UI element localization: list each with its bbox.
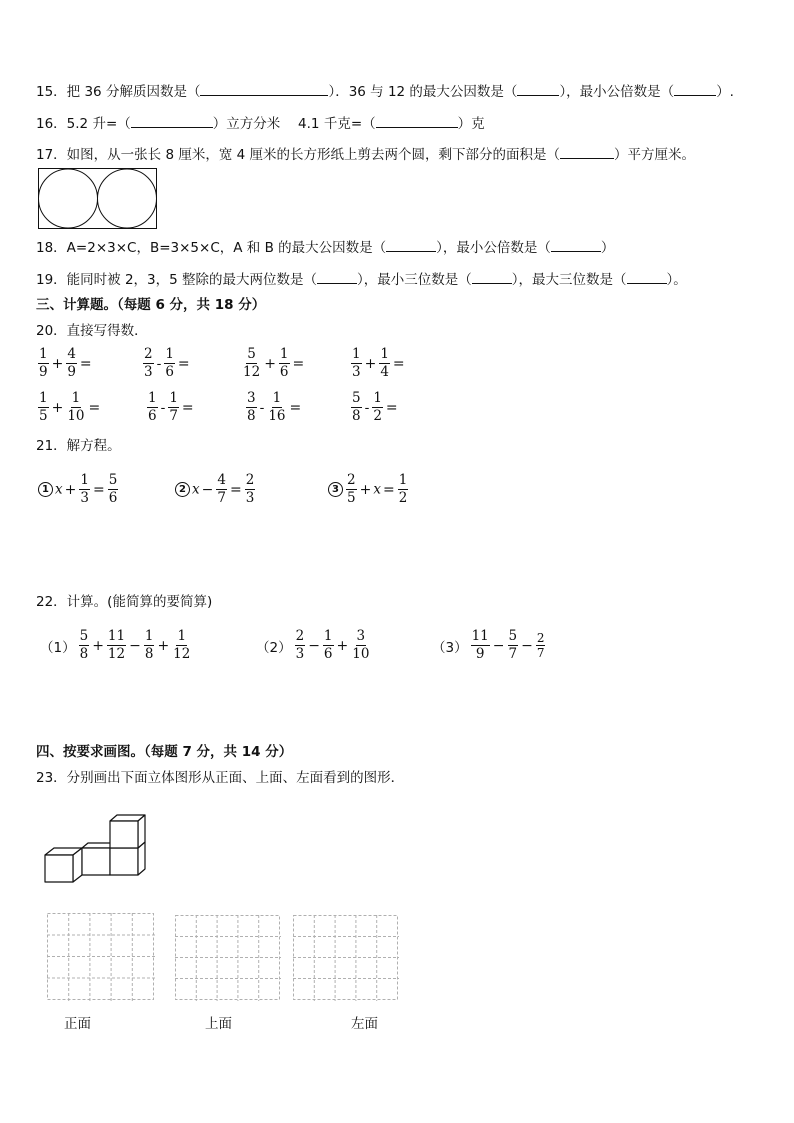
question-text: （1） xyxy=(40,639,76,656)
left-view-label: 左面 xyxy=(351,1016,378,1032)
section-3-heading: 三、计算题。（每题 6 分，共 18 分） xyxy=(36,297,266,313)
question-22-title: 22．计算。(能简算的要简算) xyxy=(36,594,213,610)
denominator: 3 xyxy=(144,364,153,380)
denominator: 10 xyxy=(352,646,370,662)
q20-expr-3 xyxy=(241,346,306,381)
fraction xyxy=(323,628,334,663)
fraction xyxy=(279,346,290,381)
variable-x: x xyxy=(55,481,63,498)
operator: + xyxy=(64,481,77,498)
denominator: 2 xyxy=(373,408,382,424)
fraction xyxy=(38,390,49,425)
numerator: 5 xyxy=(79,628,89,644)
numerator: 1 xyxy=(279,346,289,362)
operator: − xyxy=(492,637,505,654)
question-text: 19．能同时被 2，3，5 整除的最大两位数是（ xyxy=(36,272,318,288)
question-20-title: 20．直接写得数． xyxy=(36,323,148,339)
denominator: 9 xyxy=(475,646,485,662)
denominator: 6 xyxy=(323,646,333,662)
question-text: （2） xyxy=(256,639,292,656)
question-18 xyxy=(36,238,614,258)
fraction xyxy=(471,628,490,663)
denominator: 3 xyxy=(80,490,89,506)
question-text: ）. xyxy=(716,84,734,100)
denominator: 3 xyxy=(352,364,361,380)
q20-expr-7 xyxy=(245,390,303,425)
fraction xyxy=(508,628,519,663)
numerator: 1 xyxy=(352,346,361,362)
operator: + xyxy=(92,637,104,654)
answer-blank[interactable] xyxy=(551,239,601,252)
q20-expr-1 xyxy=(37,346,94,381)
denominator: 6 xyxy=(148,408,157,424)
operator: = xyxy=(392,355,405,372)
numerator: 3 xyxy=(356,628,366,644)
fraction xyxy=(246,390,257,425)
answer-blank[interactable] xyxy=(386,239,436,252)
operator: − xyxy=(308,637,320,654)
denominator: 10 xyxy=(67,408,85,424)
operator: + xyxy=(359,481,372,498)
answer-blank[interactable] xyxy=(674,83,716,96)
answer-blank[interactable] xyxy=(376,115,458,128)
cube-stack-figure xyxy=(40,805,152,887)
operator: - xyxy=(259,399,265,416)
numerator: 1 xyxy=(398,472,408,488)
answer-blank[interactable] xyxy=(517,83,559,96)
question-21-title: 21．解方程。 xyxy=(36,438,121,454)
denominator: 9 xyxy=(67,364,76,380)
question-text: ）平方厘米。 xyxy=(614,147,696,163)
numerator: 5 xyxy=(508,628,518,644)
fraction xyxy=(267,390,286,425)
question-text: 17．如图，从一张长 8 厘米，宽 4 厘米的长方形纸上剪去两个圆，剩下部分的面积是（ xyxy=(36,147,561,163)
numerator: 1 xyxy=(323,628,333,644)
operator: = xyxy=(92,481,105,498)
fraction xyxy=(79,628,90,663)
question-text: ）。 xyxy=(666,272,687,288)
fraction xyxy=(66,390,85,425)
numerator: 11 xyxy=(107,628,126,644)
denominator: 12 xyxy=(173,646,191,662)
question-17 xyxy=(36,145,695,165)
numerator: 1 xyxy=(39,390,48,406)
q22-part-3 xyxy=(432,628,546,663)
fraction xyxy=(242,346,261,381)
fraction xyxy=(79,472,90,507)
operator: − xyxy=(201,481,214,498)
operator: = xyxy=(382,481,395,498)
numerator: 1 xyxy=(71,390,81,406)
answer-blank[interactable] xyxy=(131,115,213,128)
fraction xyxy=(536,631,546,660)
denominator: 5 xyxy=(39,408,48,424)
front-view-grid[interactable] xyxy=(47,913,155,1001)
answer-blank[interactable] xyxy=(627,271,667,284)
q20-expr-2 xyxy=(142,346,192,381)
denominator: 4 xyxy=(380,364,389,380)
front-view-label: 正面 xyxy=(64,1016,91,1032)
operator: + xyxy=(51,399,64,416)
denominator: 7 xyxy=(169,408,178,424)
q22-part-1 xyxy=(40,628,192,663)
denominator: 16 xyxy=(268,408,286,424)
fraction xyxy=(147,390,158,425)
operator: = xyxy=(79,355,92,372)
denominator: 12 xyxy=(243,364,261,380)
numerator: 5 xyxy=(247,346,256,362)
numerator: 11 xyxy=(471,628,489,644)
numerator: 1 xyxy=(39,346,48,362)
numerator: 2 xyxy=(245,472,255,488)
top-view-grid[interactable] xyxy=(175,915,281,1001)
denominator: 9 xyxy=(39,364,48,380)
denominator: 3 xyxy=(245,490,255,506)
question-text: ），最小公倍数是（ xyxy=(559,84,675,100)
denominator: 7 xyxy=(536,646,545,660)
fraction xyxy=(379,346,390,381)
operator: - xyxy=(156,355,162,372)
denominator: 12 xyxy=(107,646,126,662)
numerator: 4 xyxy=(67,346,76,362)
q21-equation-3 xyxy=(328,472,409,507)
numerator: 1 xyxy=(80,472,89,488)
fraction xyxy=(295,628,306,663)
q20-expr-4 xyxy=(350,346,407,381)
q21-equation-2 xyxy=(175,472,256,507)
denominator: 6 xyxy=(279,364,289,380)
numerator: 1 xyxy=(177,628,187,644)
question-text: ）立方分米 4.1 千克=（ xyxy=(212,116,376,132)
numerator: 1 xyxy=(373,390,382,406)
q20-expr-6 xyxy=(146,390,196,425)
fraction xyxy=(164,346,175,381)
section-4-heading: 四、按要求画图。（每题 7 分，共 14 分） xyxy=(36,744,293,760)
variable-x: x xyxy=(192,481,200,498)
top-view-label: 上面 xyxy=(205,1016,232,1032)
operator: − xyxy=(521,637,533,654)
question-text: ），最小三位数是（ xyxy=(357,272,472,288)
operator: + xyxy=(157,637,170,654)
answer-blank[interactable] xyxy=(200,83,328,96)
question-15 xyxy=(36,82,734,102)
numerator: 2 xyxy=(347,472,356,488)
question-text: ），最大三位数是（ xyxy=(511,272,627,288)
question-23-title: 23．分别画出下面立体图形从正面、上面、左面看到的图形． xyxy=(36,770,405,786)
operator: = xyxy=(385,399,398,416)
q20-expr-8 xyxy=(350,390,400,425)
numerator: 4 xyxy=(217,472,226,488)
numerator: 5 xyxy=(352,390,361,406)
denominator: 6 xyxy=(165,364,174,380)
circled-number: 1 xyxy=(38,482,53,497)
denominator: 7 xyxy=(217,490,226,506)
question-text: ）克 xyxy=(457,116,485,132)
question-text: 16．5.2 升=（ xyxy=(36,116,131,132)
fraction xyxy=(172,628,191,663)
operator: + xyxy=(364,355,377,372)
numerator: 1 xyxy=(148,390,157,406)
answer-blank[interactable] xyxy=(317,271,357,284)
question-text: ） xyxy=(600,240,615,256)
denominator: 2 xyxy=(398,490,408,506)
operator: = xyxy=(289,399,302,416)
denominator: 5 xyxy=(347,490,356,506)
fraction xyxy=(168,390,179,425)
answer-blank[interactable] xyxy=(560,146,614,159)
denominator: 6 xyxy=(108,490,118,506)
fraction xyxy=(108,472,119,507)
question-16 xyxy=(36,114,485,134)
q22-part-2 xyxy=(256,628,371,663)
numerator: 5 xyxy=(108,472,118,488)
fraction xyxy=(107,628,126,663)
operator: + xyxy=(336,637,349,654)
operator: - xyxy=(364,399,370,416)
operator: = xyxy=(181,399,194,416)
numerator: 1 xyxy=(272,390,282,406)
question-text: ），最小公倍数是（ xyxy=(436,240,551,256)
denominator: 8 xyxy=(352,408,361,424)
answer-blank[interactable] xyxy=(472,271,512,284)
question-text: ）．36 与 12 的最大公因数是（ xyxy=(328,84,518,100)
numerator: 1 xyxy=(380,346,389,362)
denominator: 7 xyxy=(508,646,518,662)
denominator: 8 xyxy=(247,408,256,424)
fraction xyxy=(351,628,370,663)
numerator: 3 xyxy=(247,390,256,406)
operator: + xyxy=(264,355,276,372)
denominator: 8 xyxy=(79,646,89,662)
fraction xyxy=(38,346,49,381)
fraction xyxy=(143,346,154,381)
fraction xyxy=(351,390,362,425)
circled-number: 2 xyxy=(175,482,190,497)
rectangle-two-circles-figure xyxy=(38,168,158,230)
denominator: 8 xyxy=(144,646,154,662)
fraction xyxy=(245,472,256,507)
fraction xyxy=(346,472,357,507)
operator: = xyxy=(88,399,101,416)
numerator: 2 xyxy=(295,628,305,644)
operator: - xyxy=(160,399,166,416)
operator: + xyxy=(51,355,64,372)
fraction xyxy=(351,346,362,381)
q21-equation-1 xyxy=(38,472,119,507)
variable-x: x xyxy=(373,481,381,498)
fraction xyxy=(216,472,227,507)
q15-text: 15．把 36 分解质因数是（ xyxy=(36,84,201,100)
operator: − xyxy=(129,637,141,654)
question-text: （3） xyxy=(432,639,468,656)
numerator: 1 xyxy=(169,390,178,406)
question-19 xyxy=(36,270,687,290)
numerator: 1 xyxy=(144,628,154,644)
fraction xyxy=(372,390,383,425)
operator: = xyxy=(229,481,242,498)
fraction xyxy=(398,472,409,507)
question-text: 18．A=2×3×C，B=3×5×C，A 和 B 的最大公因数是（ xyxy=(36,240,387,256)
numerator: 1 xyxy=(165,346,174,362)
q20-expr-5 xyxy=(37,390,102,425)
numerator: 2 xyxy=(144,346,153,362)
fraction xyxy=(144,628,155,663)
numerator: 2 xyxy=(536,631,545,645)
denominator: 3 xyxy=(295,646,305,662)
fraction xyxy=(66,346,77,381)
circled-number: 3 xyxy=(328,482,343,497)
operator: = xyxy=(292,355,305,372)
left-view-grid[interactable] xyxy=(293,915,399,1001)
operator: = xyxy=(177,355,190,372)
